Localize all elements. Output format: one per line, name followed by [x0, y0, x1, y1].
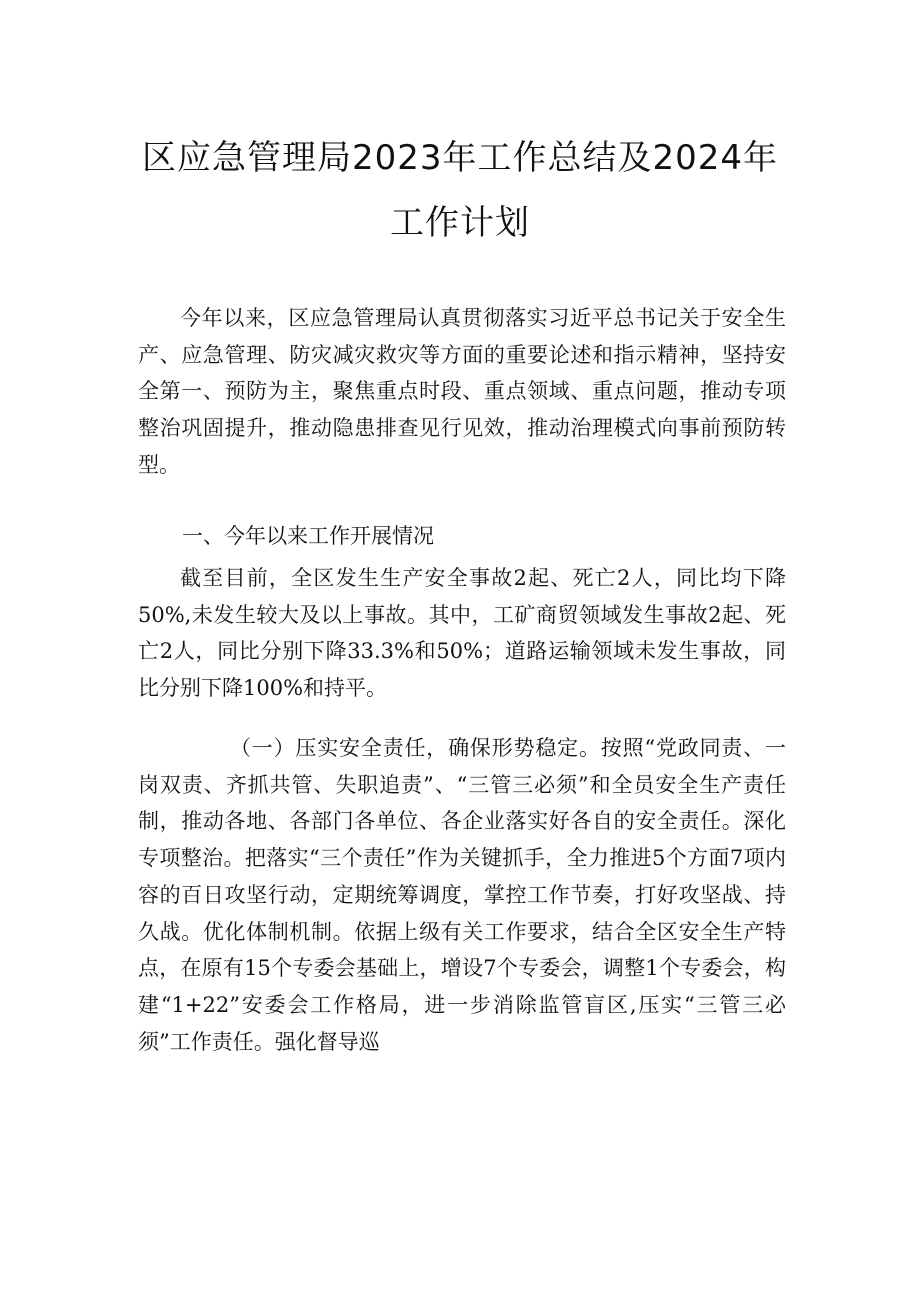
document-title-line2: 工作计划	[390, 203, 530, 243]
intro-paragraph: 今年以来，区应急管理局认真贯彻落实习近平总书记关于安全生产、应急管理、防灾减灾救灾等方面的重要论述和指示精神，坚持安全第一、预防为主，聚焦重点时段、重点领域、重点问题，推动专项整治巩固提升，推动隐患排查见行见效，推动治理模式向事前预防转型。	[138, 306, 786, 477]
accident-stats-paragraph: 截至目前，全区发生生产安全事故2起、死亡2人，同比均下降50%,未发生较大及以上事故。其中，工矿商贸领域发生事故2起、死亡2人，同比分别下降33.3%和50%；道路运输领域未发生事故，同比分别下降100%和持平。	[138, 566, 786, 701]
document-title-line1: 区应急管理局2023年工作总结及2024年	[141, 138, 779, 178]
section1-heading: 一、今年以来工作开展情况	[182, 524, 434, 548]
responsibility-paragraph: （一）压实安全责任，确保形势稳定。按照“党政同责、一岗双责、齐抓共管、失职追责”、“三管三必须”和全员安全生产责任制，推动各地、各部门各单位、各企业落实好各自的安全责任。深化专项整治。把落实“三个责任”作为关键抓手，全力推进5个方面7项内容的百日攻坚行动，定期统筹调度，掌控工作节奏，打好攻坚战、持久战。优化体制机制。依据上级有关工作要求，结合全区安全生产特点，在原有15个专委会基础上，增设7个专委会，调整1个专委会，构建“1+22”安委会工作格局，进一步消除监管盲区,压实“三管三必须”工作责任。强化督导巡	[138, 736, 786, 1054]
